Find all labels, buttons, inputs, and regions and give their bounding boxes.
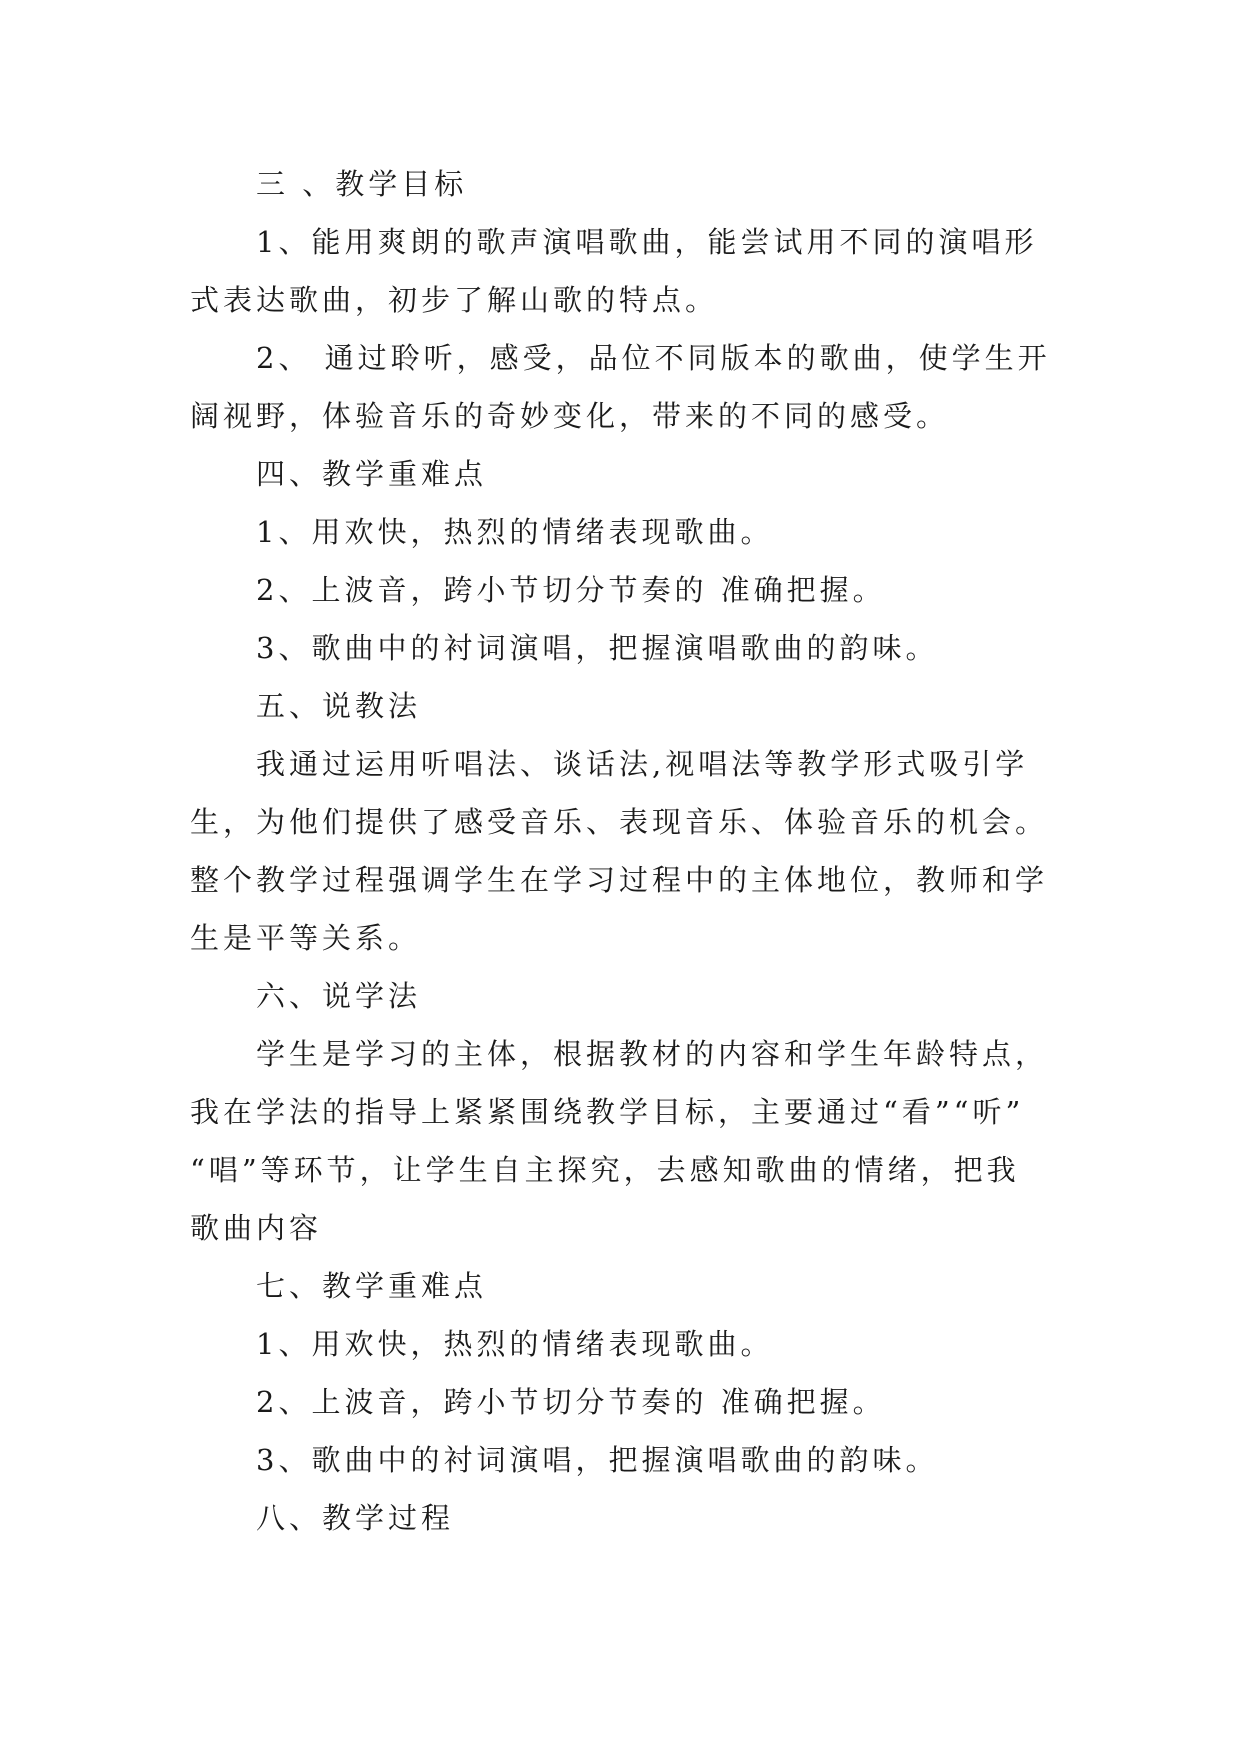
paragraph-line: 1、能用爽朗的歌声演唱歌曲，能尝试用不同的演唱形 <box>256 225 1038 259</box>
section-heading-key-points: 四、教学重难点 <box>256 457 488 491</box>
paragraph-line: 2、上波音，跨小节切分节奏的 准确把握。 <box>256 1385 886 1419</box>
section-heading-teaching-method: 五、说教法 <box>256 689 422 723</box>
paragraph-line: 1、用欢快，热烈的情绪表现歌曲。 <box>256 515 774 549</box>
paragraph-line: “唱”等环节，让学生自主探究，去感知歌曲的情绪，把我 <box>190 1153 1020 1187</box>
paragraph-line: 我通过运用听唱法、谈话法,视唱法等教学形式吸引学 <box>256 747 1029 781</box>
paragraph-line: 学生是学习的主体，根据教材的内容和学生年龄特点， <box>256 1037 1049 1071</box>
paragraph-line: 3、歌曲中的衬词演唱，把握演唱歌曲的韵味。 <box>256 1443 939 1477</box>
paragraph-line: 式表达歌曲，初步了解山歌的特点。 <box>190 283 719 317</box>
paragraph-line: 2、 通过聆听，感受，品位不同版本的歌曲，使学生开 <box>256 341 1051 375</box>
section-heading-learning-method: 六、说学法 <box>256 979 422 1013</box>
paragraph-line: 生，为他们提供了感受音乐、表现音乐、体验音乐的机会。 <box>190 805 1049 839</box>
section-heading-key-points-2: 七、教学重难点 <box>256 1269 488 1303</box>
paragraph-line: 阔视野，体验音乐的奇妙变化，带来的不同的感受。 <box>190 399 950 433</box>
paragraph-line: 2、上波音，跨小节切分节奏的 准确把握。 <box>256 573 886 607</box>
paragraph-line: 歌曲内容 <box>190 1211 323 1245</box>
section-heading-teaching-process: 八、教学过程 <box>256 1501 455 1535</box>
paragraph-line: 3、歌曲中的衬词演唱，把握演唱歌曲的韵味。 <box>256 631 939 665</box>
section-heading-objectives: 三 、教学目标 <box>256 167 468 201</box>
paragraph-line: 我在学法的指导上紧紧围绕教学目标，主要通过“看”“听” <box>190 1095 1025 1129</box>
paragraph-line: 生是平等关系。 <box>190 921 422 955</box>
paragraph-line: 1、用欢快，热烈的情绪表现歌曲。 <box>256 1327 774 1361</box>
paragraph-line: 整个教学过程强调学生在学习过程中的主体地位，教师和学 <box>190 863 1049 897</box>
